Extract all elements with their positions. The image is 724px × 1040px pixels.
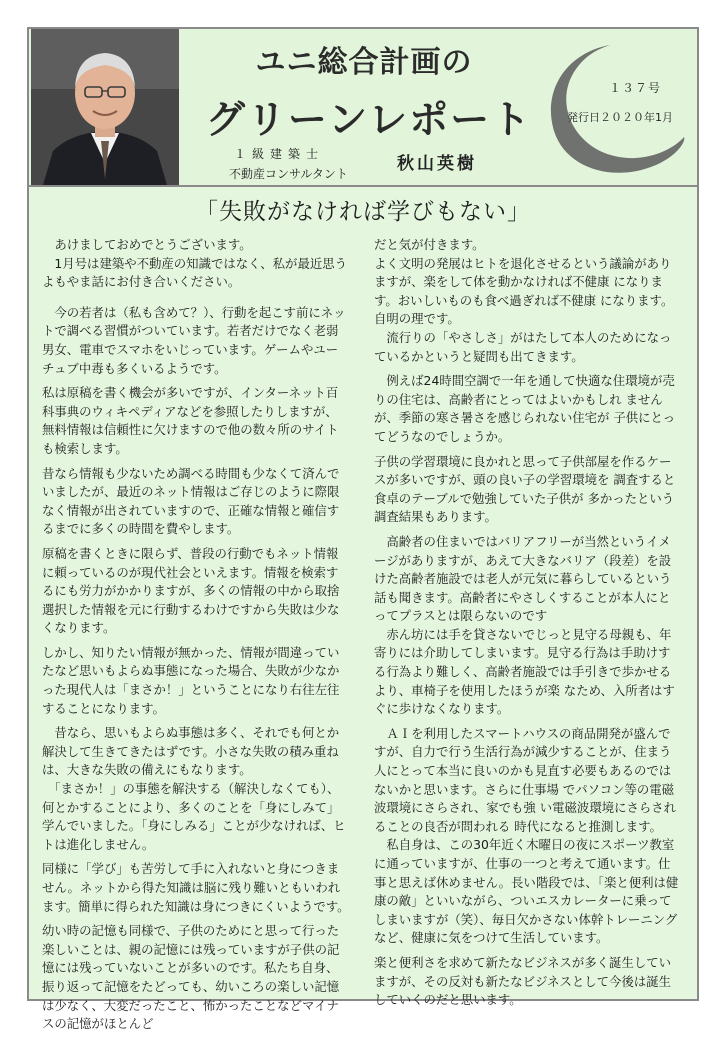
credential-consultant: 不動産コンサルタント xyxy=(229,167,348,181)
paragraph: しかし、知りたい情報が無かった、情報が間違っていたなど思いもよらぬ事態になった場合、失敗が少なかった現代人は「まさか！」ということになり右往左往することになります。 xyxy=(42,644,340,716)
paragraph: 幼い時の記憶も同様で、子供のためにと思って行った楽しいことは、親の記憶には残っていますが子供の記憶には残っていないことが多いのです。私たち自身、振り返って記憶をたどっても、幼いころの楽しい記憶は少なく、大変だったこと、怖かったことなどマイナスの記憶がほとんど xyxy=(42,923,340,1032)
paragraph: 同様に「学び」も苦労して手に入れないと身につきません。ネットから得た知識は脳に残り難いともいわれます。簡単に得られた知識は身につきにくいようです。 xyxy=(42,861,350,914)
article-right-column xyxy=(374,236,682,1016)
paragraph: 例えば24時間空調で一年を通して快適な住環境が売りの住宅は、高齢者にとってはよいかもしれ ませんが、季節の寒さ暑さを感じられない住宅が 子供にとってどうなのでしょうか。 xyxy=(374,373,676,444)
paragraph: あけましておめでとうございます。 1月号は建築や不動産の知識ではなく、私が最近思うよもやま話にお付き合いください。 xyxy=(42,237,348,290)
paragraph: 楽と便利さを求めて新たなビジネスが多く誕生していますが、その反対も新たなビジネスとして今後は誕生していくのだと思います。 xyxy=(374,954,672,1008)
paragraph: 昔なら情報も少ないため調べる時間も少なくて済んでいましたが、最近のネット情報はご存じのように際限なく情報が出されていますので、正確な情報と確信するまでに多くの時間を費やします。 xyxy=(42,465,340,537)
credential-architect: １級建築士 xyxy=(234,147,325,161)
newsletter-page xyxy=(27,27,699,1032)
article-left-column xyxy=(42,236,350,1040)
issue-date: 発行日２０２０年1月 xyxy=(567,111,673,124)
newsletter-subtitle: ユニ総合計画の xyxy=(255,45,473,80)
paragraph: だと気が付きます。 よく文明の発展はヒトを退化させるという議論がありますが、楽をして体を動かなければ不健康 になります。おいしいものも食べ過ぎれば不健康 になります。自明の理です。 流行りの「やさしさ」がはたして本人のためになっているかというと疑問も出てきます。 xyxy=(374,237,674,364)
paragraph: 高齢者の住まいではバリアフリーが当然というイメージがありますが、あえて大きなバリア（段差）を設けた高齢者施設では老人が元気に暮らしているという話も聞きます。高齢者にやさしくすることが本人にとってプラスとは限らないのです 赤ん坊には手を貸さないでじっと見守る母親も、年寄りには介助してしまいます。見守る行為は手助けする行為より難しく、高齢者施設では手引きで歩かせるより、車椅子を使用したほうが楽 なため、入所者はすぐに歩けなくなります。 xyxy=(374,533,675,717)
paragraph: 原稿を書くときに限らず、普段の行動でもネット情報に頼っているのが現代社会といえます。情報を検索するにも労力がかかりますが、多くの情報の中から取捨選択した情報を元に行動するわけですから失敗は少なくなります。 xyxy=(42,545,340,636)
author-portrait-image xyxy=(31,29,179,185)
newsletter-title: グリーンレポート xyxy=(205,98,533,143)
paragraph: ＡＩを利用したスマートハウスの商品開発が盛んですが、自力で行う生活行為が減少することが、住まう人にとって本当に良いのかも見直す必要もあるのではないかと思います。さらに仕事場 でパソコン等の電磁波環境にさらされ、家でも強 い電磁波環境にさらされることの良否が問われる 時代になると推測します。 私自身は、この30年近く木曜日の夜にスポーツ教室に通っていますが、仕事の一つと考えて通います。仕事と思えば休めません。長い階段では、「楽と便利は健康の敵」といいながら、ついエスカレーターに乗ってしまいますが（笑）、毎日欠かさない体幹トレーニングなど、健康に気をつけて生活しています。 xyxy=(374,725,679,946)
issue-number: １３７号 xyxy=(609,81,662,95)
paragraph: 今の若者は（私も含めて？）、行動を起こす前にネットで調べる習慣がついています。若者だけでなく老弱男女、電車でスマホをいじっています。ゲームやユーチュブ中毒も多くいるようです。 xyxy=(42,304,346,376)
author-photo xyxy=(31,29,179,185)
paragraph: 昔なら、思いもよらぬ事態は多く、それでも何とか解決して生きてきたはずです。小さな失敗の積み重ねは、大きな失敗の備えにもなります。 「まさか！」の事態を解決する（解決しなくても）、何とかすることにより、多くのことを「身にしみて」学んでいました。「身にしみる」ことが少なければ、ヒトは進化しません。 xyxy=(42,725,346,852)
paragraph: 子供の学習環境に良かれと思って子供部屋を作るケースが多いですが、頭の良い子の学習環境を 調査すると食卓のテーブルで勉強していた子供が 多かったという調査結果もあります。 xyxy=(374,453,676,525)
author-name: 秋山英樹 xyxy=(397,154,477,174)
newsletter-header xyxy=(29,29,697,187)
article-headline: 「失敗がなければ学びもない」 xyxy=(195,199,531,225)
paragraph: 私は原稿を書く機会が多いですが、インターネット百科事典のウィキペディアなどを参照したりしますが、無料情報は信頼性に欠けますので他の数々所のサイトも検索します。 xyxy=(42,385,339,456)
